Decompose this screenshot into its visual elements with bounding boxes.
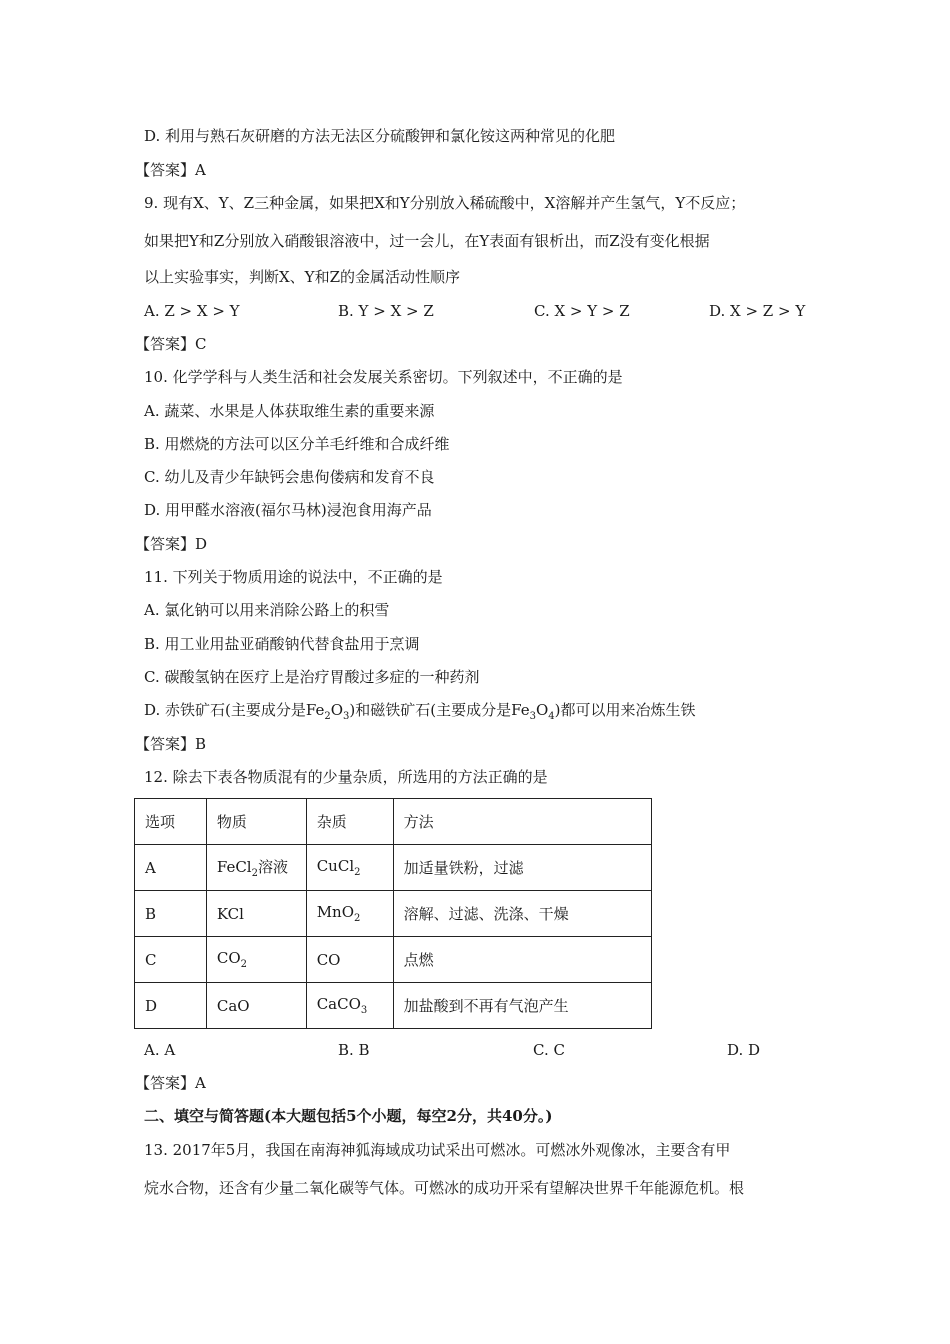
table-cell-substance: KCl xyxy=(206,891,306,937)
table-cell-option: B xyxy=(135,891,207,937)
q9-answer: 【答案】C xyxy=(135,335,207,353)
q11-option-b: B. 用工业用盐亚硝酸钠代替食盐用于烹调 xyxy=(144,635,420,653)
q8-answer: 【答案】A xyxy=(135,161,206,179)
q9-stem-line-1: 9. 现有X、Y、Z三种金属，如果把X和Y分别放入稀硫酸中，X溶解并产生氢气，Y不反应； xyxy=(144,194,746,212)
table-row xyxy=(135,937,652,983)
q9-stem-line-3: 以上实验事实，判断X、Y和Z的金属活动性顺序 xyxy=(144,268,461,286)
section-heading: 二、填空与简答题(本大题包括5个小题，每空2分，共40分。) xyxy=(144,1107,553,1125)
q12-option-b: B. B xyxy=(338,1041,370,1059)
q9-stem-line-2: 如果把Y和Z分别放入硝酸银溶液中，过一会儿，在Y表面有银析出，而Z没有变化根据 xyxy=(144,232,710,250)
q11-answer: 【答案】B xyxy=(135,735,207,753)
table-cell-option: C xyxy=(135,937,207,983)
table-header-cell: 方法 xyxy=(393,799,651,845)
q10-option-b: B. 用燃烧的方法可以区分羊毛纤维和合成纤维 xyxy=(144,435,450,453)
table-cell-method: 溶解、过滤、洗涤、干燥 xyxy=(393,891,651,937)
q9-option-b: B. Y > X > Z xyxy=(338,302,434,320)
q11-option-c: C. 碳酸氢钠在医疗上是治疗胃酸过多症的一种药剂 xyxy=(144,668,480,686)
table-cell-impurity: CuCl$_2$ xyxy=(306,845,393,891)
q11-stem: 11. 下列关于物质用途的说法中，不正确的是 xyxy=(144,568,443,586)
table-cell-substance: CaO xyxy=(206,983,306,1029)
q12-table xyxy=(134,798,652,1029)
table-cell-method: 点燃 xyxy=(393,937,651,983)
table-cell-impurity: CO xyxy=(306,937,393,983)
q9-option-a: A. Z > X > Y xyxy=(144,302,240,320)
q10-option-c: C. 幼儿及青少年缺钙会患佝偻病和发育不良 xyxy=(144,468,435,486)
q11-option-d: D. 赤铁矿石(主要成分是$Fe_2O_3$)和磁铁矿石(主要成分是$Fe_3O_4$)都可以用来冶炼生铁 xyxy=(144,701,696,722)
table-cell-impurity: CaCO$_3$ xyxy=(306,983,393,1029)
table-header-cell: 物质 xyxy=(206,799,306,845)
q9-option-d: D. X > Z > Y xyxy=(709,302,806,320)
table-row xyxy=(135,891,652,937)
table-row xyxy=(135,845,652,891)
q13-stem-line-1: 13. 2017年5月，我国在南海神狐海域成功试采出可燃冰。可燃冰外观像冰，主要含有甲 xyxy=(144,1141,731,1159)
q10-answer: 【答案】D xyxy=(135,535,208,553)
q12-option-a: A. A xyxy=(144,1041,176,1059)
table-cell-method: 加盐酸到不再有气泡产生 xyxy=(393,983,651,1029)
q12-answer: 【答案】A xyxy=(135,1074,206,1092)
table-cell-substance: FeCl$_2$溶液 xyxy=(206,845,306,891)
q9-option-c: C. X > Y > Z xyxy=(534,302,630,320)
q8-option-d: D. 利用与熟石灰研磨的方法无法区分硫酸钾和氯化铵这两种常见的化肥 xyxy=(144,127,616,145)
q12-option-d: D. D xyxy=(727,1041,761,1059)
q13-stem-line-2: 烷水合物，还含有少量二氧化碳等气体。可燃冰的成功开采有望解决世界千年能源危机。根 xyxy=(144,1179,745,1197)
q12-option-c: C. C xyxy=(533,1041,565,1059)
table-cell-substance: $CO_2$ xyxy=(206,937,306,983)
q11-option-a: A. 氯化钠可以用来消除公路上的积雪 xyxy=(144,601,390,619)
table-row xyxy=(135,983,652,1029)
table-cell-option: D xyxy=(135,983,207,1029)
table-header-row xyxy=(135,799,652,845)
table-header-cell: 杂质 xyxy=(306,799,393,845)
q12-stem: 12. 除去下表各物质混有的少量杂质，所选用的方法正确的是 xyxy=(144,768,548,786)
q10-option-a: A. 蔬菜、水果是人体获取维生素的重要来源 xyxy=(144,402,435,420)
table-cell-option: A xyxy=(135,845,207,891)
table-header-cell: 选项 xyxy=(135,799,207,845)
q10-stem: 10. 化学学科与人类生活和社会发展关系密切。下列叙述中，不正确的是 xyxy=(144,368,623,386)
table-cell-method: 加适量铁粉，过滤 xyxy=(393,845,651,891)
q10-option-d: D. 用甲醛水溶液(福尔马林)浸泡食用海产品 xyxy=(144,501,432,519)
table-cell-impurity: MnO$_2$ xyxy=(306,891,393,937)
